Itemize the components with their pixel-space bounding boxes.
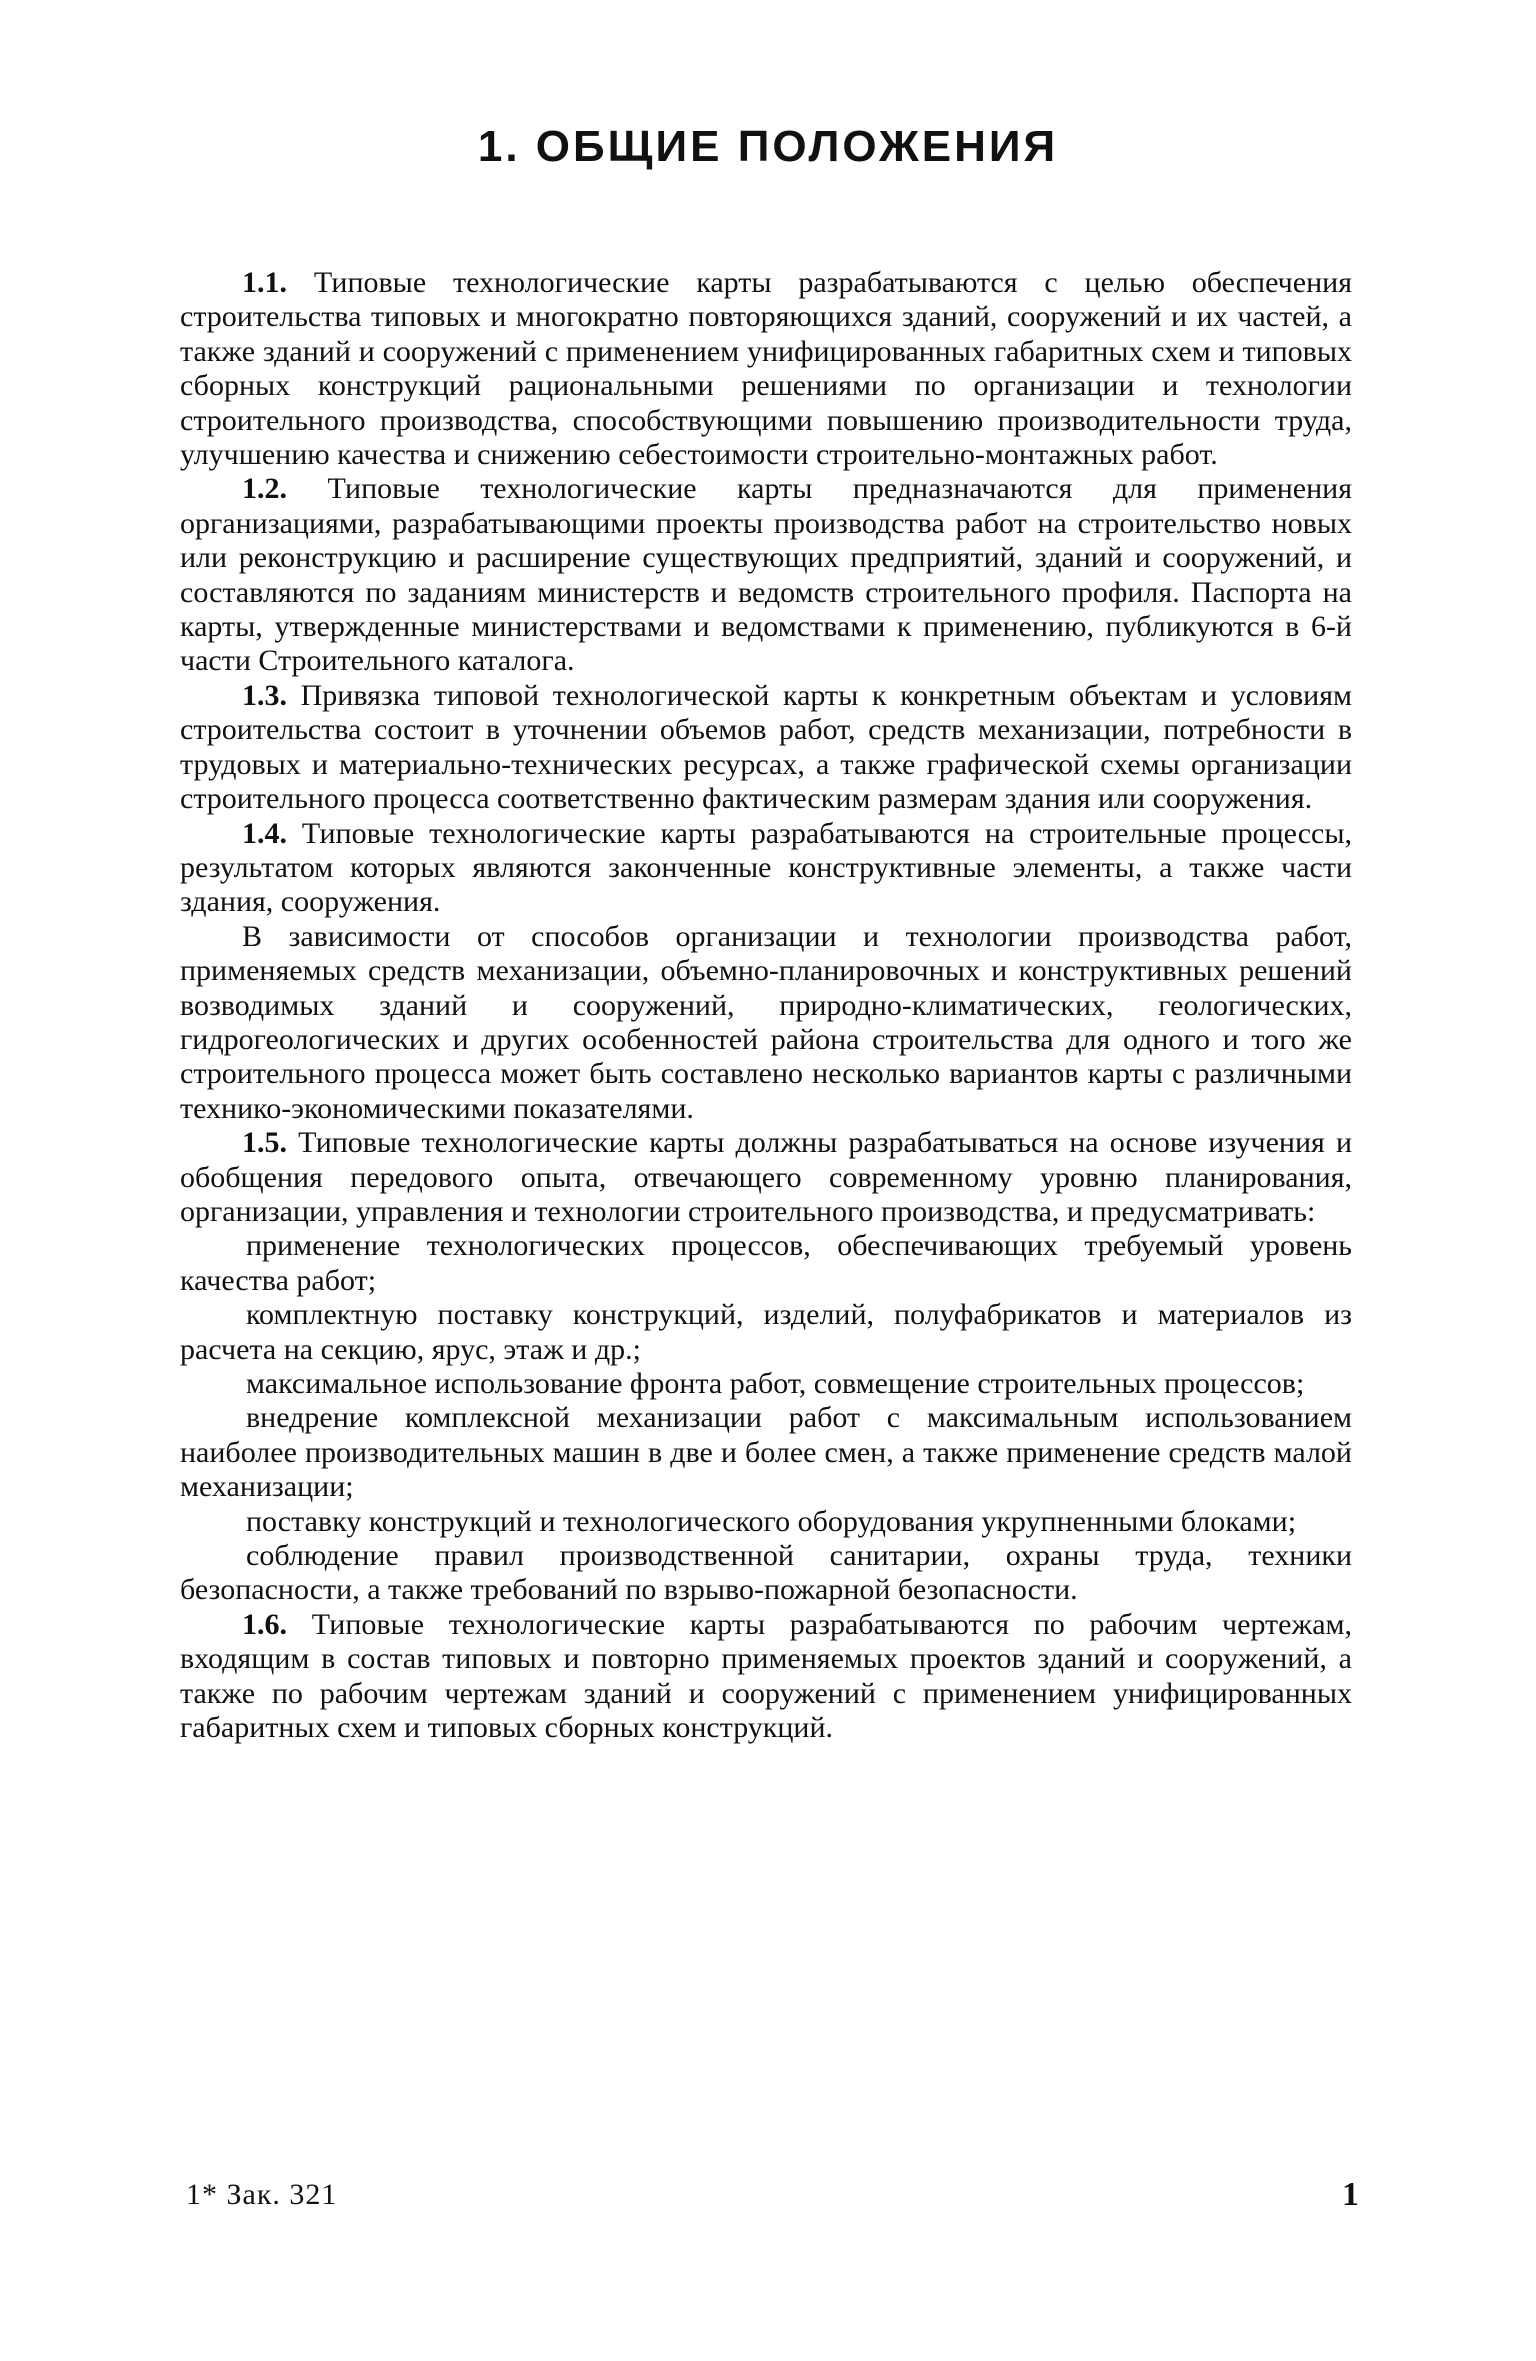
paragraph-text: Типовые технологические карты разрабатываются на строительные процессы, результатом которых являются законченные конструктивные элементы, а также части здания, сооружения. (180, 816, 1352, 919)
paragraph-text: Типовые технологические карты должны разрабатываться на основе изучения и обобщения передового опыта, отвечающего современному уровню планирования, организации, управления и технологии строительного производства, и предусматривать: (180, 1126, 1352, 1228)
list-item: максимальное использование фронта работ, совмещение строительных процессов; (246, 1367, 1305, 1400)
list-item: соблюдение правил производственной санитарии, охраны труда, техники безопасности, а также требований по взрыво-пожарной безопасности. (180, 1539, 1352, 1607)
paragraph-text: Типовые технологические карты предназначаются для применения организациями, разрабатывающими проекты производства работ на строительство новых или реконструкцию и расширение существующих предприятий, зданий и сооружений, и составляются по заданиям министерств и ведомств строительного профиля. Паспорта на карты, утвержденные министерствами и ведомствами к применению, публикуются в 6-й части Строительного каталога. (180, 472, 1353, 678)
paragraph-1-4-continued (180, 920, 1352, 1126)
body-text (180, 266, 1352, 1745)
paragraph-number: 1.4. (242, 816, 287, 850)
printing-signature: 1* Зак. 321 (186, 2178, 338, 2211)
page-title: 1. ОБЩИЕ ПОЛОЖЕНИЯ (477, 122, 1059, 171)
paragraph-1-3 (180, 679, 1352, 817)
paragraph-text: Привязка типовой технологической карты к конкретным объектам и условиям строительства состоит в уточнении объемов работ, средств механизации, потребности в трудовых и материально-технических ресурсах, а также графической схемы организации строительного процесса соответственно фактическим размерам здания или сооружения. (180, 678, 1352, 816)
list-item: внедрение комплексной механизации работ с максимальным использованием наиболее производительных машин в две и более смен, а также применение средств малой механизации; (180, 1401, 1352, 1504)
paragraph-1-4 (180, 817, 1352, 920)
list-item: поставку конструкций и технологического оборудования укрупненными блоками; (246, 1504, 1297, 1538)
list-item: применение технологических процессов, обеспечивающих требуемый уровень качества работ; (180, 1229, 1352, 1297)
paragraph-text: Типовые технологические карты разрабатываются по рабочим чертежам, входящим в состав типовых и повторно применяемых проектов зданий и сооружений, а также по рабочим чертежам зданий и сооружений с применением унифицированных габаритных схем и типовых сборных конструкций. (180, 1607, 1352, 1745)
paragraph-1-5 (180, 1126, 1352, 1229)
paragraph-number: 1.6. (242, 1607, 287, 1641)
paragraph-text: Типовые технологические карты разрабатываются с целью обеспечения строительства типовых и многократно повторяющихся зданий, сооружений и их частей, а также зданий и сооружений с применением унифицированных габаритных схем и типовых сборных конструкций рациональными решениями по организации и технологии строительного производства, способствующими повышению производительности труда, улучшению качества и снижению себестоимости строительно-монтажных работ. (180, 266, 1352, 472)
paragraph-1-6 (180, 1608, 1352, 1746)
page-number: 1 (1342, 2176, 1359, 2213)
paragraph-number: 1.1. (242, 266, 287, 299)
paragraph-number: 1.5. (242, 1126, 287, 1160)
paragraph-number: 1.3. (242, 678, 287, 712)
list-item: комплектную поставку конструкций, изделий, полуфабрикатов и материалов из расчета на секцию, ярус, этаж и др.; (180, 1298, 1352, 1366)
paragraph-1-2 (180, 472, 1352, 678)
paragraph-1-1 (180, 266, 1352, 472)
paragraph-number: 1.2. (242, 472, 287, 506)
paragraph-text: В зависимости от способов организации и технологии производства работ, применяемых средств механизации, объемно-планировочных и конструктивных решений возводимых зданий и сооружений, природно-климатических, геологических, гидрогеологических и других особенностей района строительства для одного и того же строительного процесса может быть составлено несколько вариантов карты с различными технико-экономическими показателями. (180, 919, 1352, 1125)
